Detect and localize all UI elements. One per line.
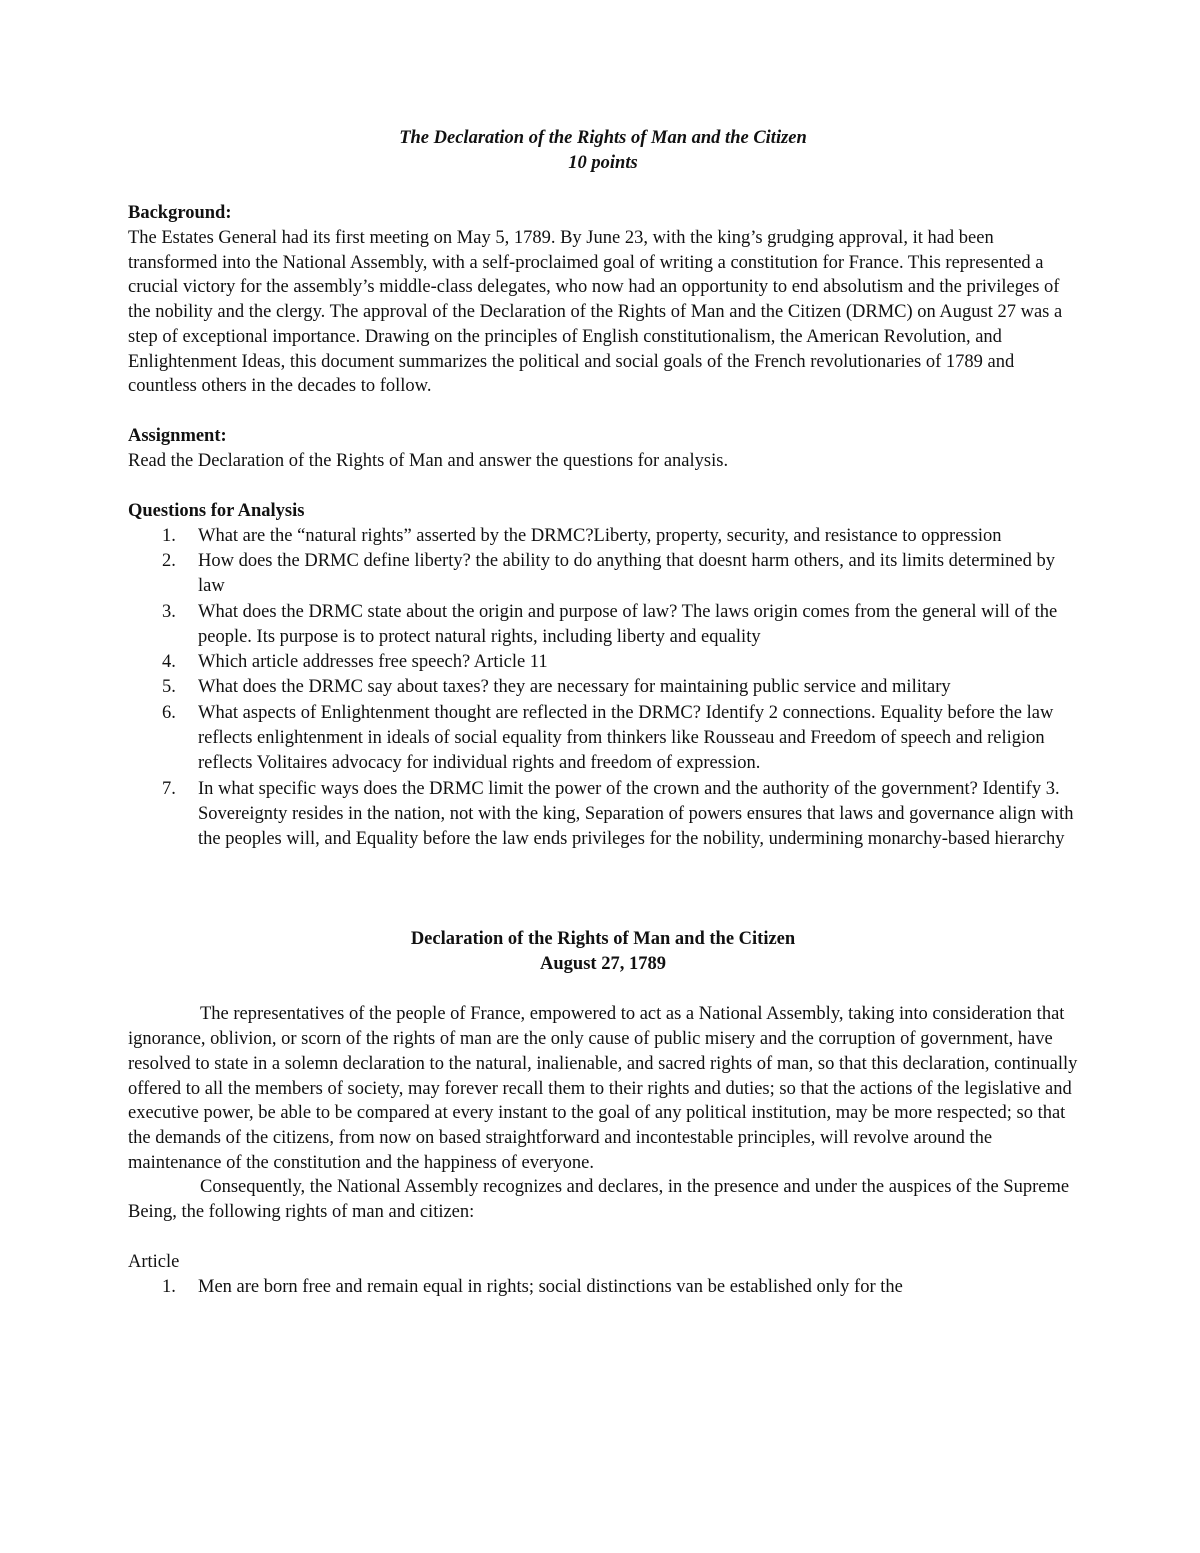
document-content — [128, 126, 1078, 1300]
declaration-date: August 27, 1789 — [540, 954, 666, 975]
question-item: 7. In what specific ways does the DRMC limit the power of the crown and the authority of the government? Identify 3. Sovereignty resides in the nation, not with the king, Separation of powers ensures that laws and governance align with the peoples will, and Equality before the law ends privileges for the nobility, undermining monarchy-based hierarchy — [162, 778, 1074, 850]
consequently-text: Consequently, the National Assembly recognizes and declares, in the presence and under the auspices of the Supreme Being, the following rights of man and citizen: — [128, 1177, 1070, 1223]
document-title: The Declaration of the Rights of Man and the Citizen — [399, 128, 807, 148]
article-item: 1. Men are born free and remain equal in rights; social distinctions van be established only for the — [162, 1276, 903, 1297]
background-text: The Estates General had its first meeting on May 5, 1789. By June 23, with the king’s grudging approval, it had been transformed into the National Assembly, with a self-proclaimed goal of writing a constitution for France. This represented a crucial victory for the assembly’s middle-class delegates, who now had an opportunity to end absolutism and the privileges of the nobility and the clergy. The approval of the Declaration of the Rights of Man and the Citizen (DRMC) on August 27 was a step of exceptional importance. Drawing on the principles of English constitutionalism, the American Revolution, and Enlightenment Ideas, this document summarizes the political and social goals of the French revolutionaries of 1789 and countless others in the decades to follow. — [128, 228, 1063, 397]
question-item: 6. What aspects of Enlightenment thought are reflected in the DRMC? Identify 2 connections. Equality before the law reflects enlightenment in ideals of social equality from thinkers like Rousseau and Freedom of speech and religion reflects Volitaires advocacy for individual rights and freedom of expression. — [162, 702, 1054, 774]
questions-list — [128, 524, 1078, 853]
preamble-text: The representatives of the people of France, empowered to act as a National Assembly, taking into consideration that ignorance, oblivion, or scorn of the rights of man are the only cause of public misery and the corruption of government, have resolved to state in a solemn declaration to the natural, inalienable, and sacred rights of man, so that this declaration, continually offered to all the members of society, may forever recall them to their rights and duties; so that the actions of the legislative and executive power, be able to be compared at every instant to the goal of any political institution, may be more respected; so that the demands of the citizens, from now on based straightforward and incontestable principles, will revolve around the maintenance of the constitution and the happiness of everyone. — [128, 1004, 1078, 1173]
assignment-text: Read the Declaration of the Rights of Man and answer the questions for analysis. — [128, 450, 729, 471]
articles-list — [128, 1275, 1078, 1300]
points-label: 10 points — [568, 153, 638, 173]
article-heading: Article — [128, 1251, 180, 1272]
assignment-heading: Assignment: — [128, 425, 227, 446]
declaration-title: Declaration of the Rights of Man and the Citizen — [410, 929, 796, 950]
question-item: 5. What does the DRMC say about taxes? they are necessary for maintaining public service and military — [162, 677, 951, 698]
question-item: 4. Which article addresses free speech? Article 11 — [162, 652, 548, 673]
question-item: 2. How does the DRMC define liberty? the ability to do anything that doesnt harm others, and its limits determined by law — [162, 550, 1056, 597]
background-heading: Background: — [128, 203, 232, 223]
question-item: 1. What are the “natural rights” asserted by the DRMC?Liberty, property, security, and resistance to oppression — [162, 525, 1002, 546]
question-item: 3. What does the DRMC state about the origin and purpose of law? The laws origin comes from the general will of the people. Its purpose is to protect natural rights, including liberty and equality — [162, 601, 1058, 647]
questions-heading: Questions for Analysis — [128, 500, 305, 521]
